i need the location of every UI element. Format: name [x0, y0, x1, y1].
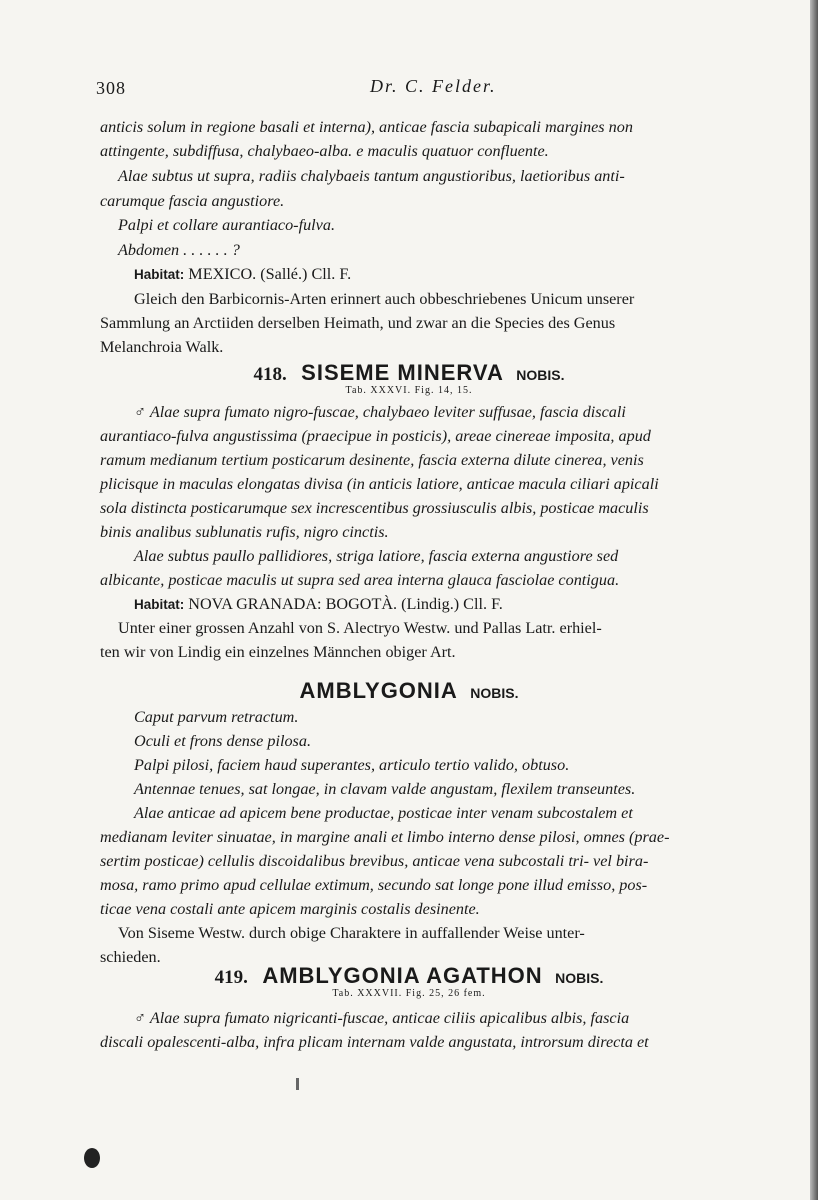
text-line: aurantiaco-fulva angustissima (praecipue in posticis), areae cinereae imposita, apud — [100, 427, 651, 445]
species-name: SISEME MINERVA — [301, 360, 504, 385]
text-line: Unter einer grossen Anzahl von S. Alectryo Westw. und Pallas Latr. erhiel- — [118, 619, 602, 637]
habitat-line — [134, 594, 766, 615]
species-number: 418. — [253, 364, 287, 385]
text-line: Caput parvum retractum. — [134, 708, 299, 726]
habitat-text: MEXICO. (Sallé.) Cll. F. — [184, 265, 352, 283]
text-line: ten wir von Lindig ein einzelnes Männchen obiger Art. — [100, 643, 456, 661]
text-line: Alae anticae ad apicem bene productae, posticae inter venam subcostalem et — [134, 804, 633, 822]
habitat-text: NOVA GRANADA: BOGOTÀ. (Lindig.) Cll. F. — [184, 595, 503, 613]
species-heading-418 — [0, 360, 818, 386]
species-number: 419. — [214, 967, 248, 988]
text-line: ♂ Alae supra fumato nigricanti-fuscae, anticae ciliis apicalibus albis, fascia — [134, 1009, 630, 1027]
ink-blot — [84, 1148, 100, 1168]
text-line: anticis solum in regione basali et interna), anticae fascia subapicali margines non — [100, 118, 633, 136]
genus-authority: NOBIS. — [470, 685, 519, 701]
habitat-line — [134, 264, 766, 285]
text-line: Oculi et frons dense pilosa. — [134, 732, 311, 750]
text-line: ramum medianum tertium posticarum desinente, fascia externa dilute cinerea, venis — [100, 451, 644, 469]
text-line: Alae subtus ut supra, radiis chalybaeis tantum angustioribus, laetioribus anti- — [118, 167, 625, 185]
page-edge-shadow — [810, 0, 818, 1200]
habitat-label: Habitat: — [134, 267, 185, 282]
text-line: schieden. — [100, 948, 161, 966]
text-line: binis analibus sublunatis rufis, nigro cinctis. — [100, 523, 389, 541]
text-line: Antennae tenues, sat longae, in clavam valde angustam, flexilem transeuntes. — [134, 780, 636, 798]
text-line: ♂ Alae supra fumato nigro-fuscae, chalybaeo leviter suffusae, fascia discali — [134, 403, 626, 421]
species-authority: NOBIS. — [516, 367, 565, 383]
text-line: plicisque in maculas elongatas divisa (in anticis latiore, anticae macula ciliari apicali — [100, 475, 659, 493]
text-line: Sammlung an Arctiiden derselben Heimath, und zwar an die Species des Genus — [100, 314, 616, 332]
text-line: Palpi et collare aurantiaco-fulva. — [118, 216, 335, 234]
print-mark — [296, 1078, 299, 1090]
text-line: Von Siseme Westw. durch obige Charaktere in auffallender Weise unter- — [118, 924, 585, 942]
plate-reference: Tab. XXXVI. Fig. 14, 15. — [345, 385, 473, 396]
page-header — [0, 76, 818, 102]
text-line: Gleich den Barbicornis-Arten erinnert auch obbeschriebenes Unicum unserer — [134, 290, 635, 308]
text-line: ticae vena costali ante apicem marginis costalis desinente. — [100, 900, 480, 918]
text-line: Palpi pilosi, faciem haud superantes, articulo tertio valido, obtuso. — [134, 756, 570, 774]
text-line: Abdomen . . . . . . ? — [118, 241, 240, 259]
text-line: attingente, subdiffusa, chalybaeo-alba. e maculis quatuor confluente. — [100, 142, 549, 160]
text-line: sola distincta posticarumque sex increscentibus grossiusculis albis, posticae maculis — [100, 499, 649, 517]
plate-reference: Tab. XXXVII. Fig. 25, 26 fem. — [332, 988, 486, 999]
genus-name: AMBLYGONIA — [299, 678, 458, 703]
text-line: sertim posticae) cellulis discoidalibus brevibus, anticae vena subcostali tri- vel bira- — [100, 852, 649, 870]
text-line: carumque fascia angustiore. — [100, 192, 285, 210]
text-line: medianam leviter sinuatae, in margine anali et limbo interno dense pilosi, omnes (prae- — [100, 828, 670, 846]
text-line: discali opalescenti-alba, infra plicam internam valde angustata, introrsum directa et — [100, 1033, 649, 1051]
running-title: Dr. C. Felder. — [370, 76, 497, 96]
page-number: 308 — [96, 78, 126, 98]
genus-heading — [0, 678, 818, 704]
text-line: Melanchroia Walk. — [100, 338, 224, 356]
species-name: AMBLYGONIA AGATHON — [262, 963, 543, 988]
text-line: mosa, ramo primo apud cellulae extimum, secundo sat longe pone illud emisso, pos- — [100, 876, 648, 894]
habitat-label: Habitat: — [134, 597, 185, 612]
text-line: Alae subtus paullo pallidiores, striga latiore, fascia externa angustiore sed — [134, 547, 619, 565]
text-line: albicante, posticae maculis ut supra sed area interna glauca fasciolae contigua. — [100, 571, 620, 589]
species-authority: NOBIS. — [555, 970, 604, 986]
species-heading-419 — [0, 963, 818, 989]
